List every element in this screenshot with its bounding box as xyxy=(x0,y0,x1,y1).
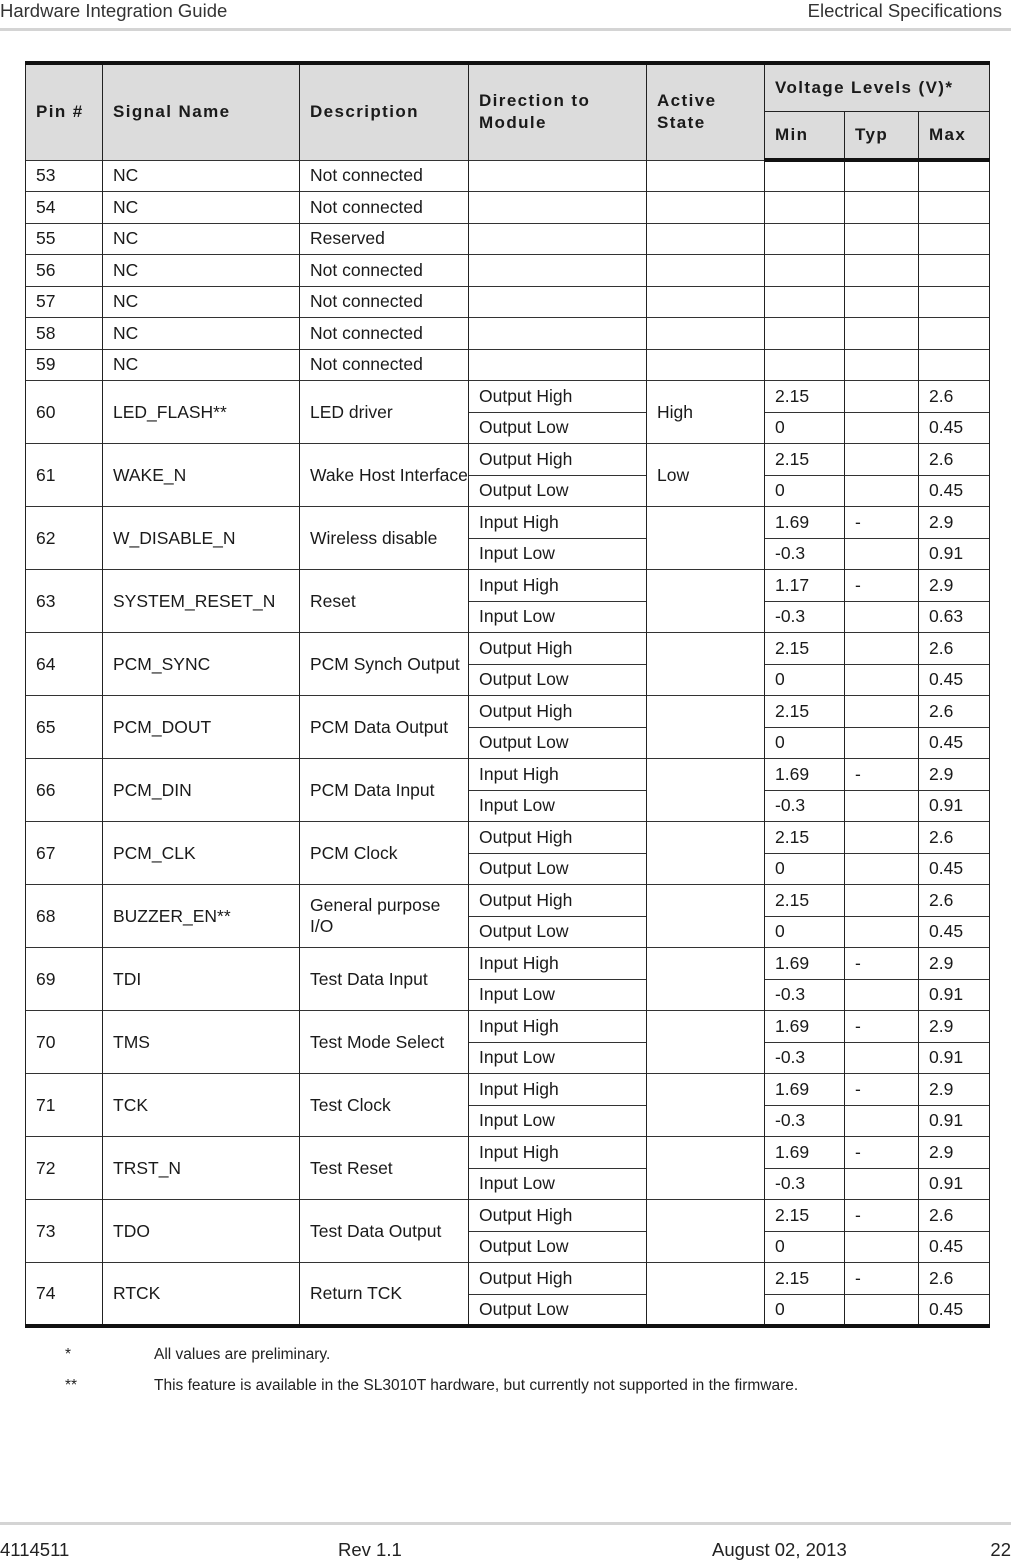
min-cell: -0.3 xyxy=(765,538,845,570)
page-number: 22 xyxy=(990,1539,1011,1560)
direction-cell: Output Low xyxy=(469,1294,647,1326)
signal-name-cell: TRST_N xyxy=(103,1137,300,1200)
table-row xyxy=(26,570,990,602)
min-cell: 0 xyxy=(765,664,845,696)
min-cell: 2.15 xyxy=(765,1263,845,1295)
signal-name-cell: TDI xyxy=(103,948,300,1011)
max-cell: 2.9 xyxy=(919,1011,990,1043)
table-row xyxy=(26,633,990,665)
typ-cell xyxy=(845,822,919,854)
pin-cell: 56 xyxy=(26,255,103,287)
direction-cell: Input Low xyxy=(469,601,647,633)
typ-cell: - xyxy=(845,759,919,791)
direction-cell: Input Low xyxy=(469,979,647,1011)
min-cell: 0 xyxy=(765,412,845,444)
typ-cell xyxy=(845,412,919,444)
typ-cell xyxy=(845,916,919,948)
description-cell: Test Reset xyxy=(300,1137,469,1200)
min-cell: 0 xyxy=(765,475,845,507)
direction-cell: Input Low xyxy=(469,790,647,822)
max-cell: 2.6 xyxy=(919,1200,990,1232)
header-typ: Typ xyxy=(845,112,919,161)
max-cell: 2.9 xyxy=(919,948,990,980)
active-state-cell: High xyxy=(647,381,765,444)
signal-name-cell: RTCK xyxy=(103,1263,300,1326)
max-cell: 2.9 xyxy=(919,507,990,539)
max-cell: 2.6 xyxy=(919,885,990,917)
max-cell: 0.45 xyxy=(919,853,990,885)
header-voltage-levels: Voltage Levels (V)* xyxy=(765,63,990,112)
min-cell xyxy=(765,286,845,318)
table-row xyxy=(26,223,990,255)
typ-cell xyxy=(845,885,919,917)
pin-cell: 57 xyxy=(26,286,103,318)
typ-cell xyxy=(845,633,919,665)
direction-cell: Output High xyxy=(469,885,647,917)
table-row xyxy=(26,286,990,318)
active-state-cell xyxy=(647,696,765,759)
signal-name-cell: NC xyxy=(103,318,300,350)
table-row xyxy=(26,381,990,413)
typ-cell xyxy=(845,318,919,350)
direction-cell: Output High xyxy=(469,1263,647,1295)
publish-date: August 02, 2013 xyxy=(712,1539,847,1560)
min-cell: -0.3 xyxy=(765,601,845,633)
pin-cell: 73 xyxy=(26,1200,103,1263)
min-cell: -0.3 xyxy=(765,1042,845,1074)
table-row xyxy=(26,1074,990,1106)
description-cell: Not connected xyxy=(300,318,469,350)
direction-cell: Input High xyxy=(469,759,647,791)
min-cell xyxy=(765,223,845,255)
footnote-text: This feature is available in the SL3010T hardware, but currently not supported in the firmware. xyxy=(154,1377,799,1394)
max-cell: 0.45 xyxy=(919,664,990,696)
table-row xyxy=(26,160,990,192)
max-cell: 2.9 xyxy=(919,759,990,791)
typ-cell: - xyxy=(845,948,919,980)
direction-cell: Input High xyxy=(469,948,647,980)
section-title: Electrical Specifications xyxy=(807,0,1002,21)
min-cell: 0 xyxy=(765,916,845,948)
active-state-cell xyxy=(647,1200,765,1263)
max-cell: 2.6 xyxy=(919,1263,990,1295)
typ-cell xyxy=(845,475,919,507)
header-signal-name: Signal Name xyxy=(103,63,300,160)
pin-cell: 66 xyxy=(26,759,103,822)
page-footer xyxy=(0,1522,1011,1563)
max-cell: 0.91 xyxy=(919,1168,990,1200)
description-cell: General purpose I/O xyxy=(300,885,469,948)
typ-cell xyxy=(845,255,919,287)
max-cell xyxy=(919,318,990,350)
typ-cell xyxy=(845,601,919,633)
typ-cell xyxy=(845,1105,919,1137)
typ-cell xyxy=(845,538,919,570)
min-cell: 2.15 xyxy=(765,444,845,476)
direction-cell xyxy=(469,160,647,192)
max-cell xyxy=(919,286,990,318)
max-cell: 0.91 xyxy=(919,979,990,1011)
min-cell xyxy=(765,349,845,381)
max-cell: 2.9 xyxy=(919,1137,990,1169)
pin-cell: 59 xyxy=(26,349,103,381)
table-row xyxy=(26,318,990,350)
table-row xyxy=(26,507,990,539)
table-row xyxy=(26,885,990,917)
table-body xyxy=(26,160,990,1326)
signal-name-cell: TDO xyxy=(103,1200,300,1263)
typ-cell xyxy=(845,727,919,759)
active-state-cell xyxy=(647,349,765,381)
active-state-cell xyxy=(647,633,765,696)
max-cell xyxy=(919,192,990,224)
pin-cell: 60 xyxy=(26,381,103,444)
min-cell: 1.69 xyxy=(765,1011,845,1043)
min-cell: 1.69 xyxy=(765,759,845,791)
footnote-mark: * xyxy=(65,1346,72,1363)
signal-name-cell: NC xyxy=(103,160,300,192)
table-row xyxy=(26,444,990,476)
table-row xyxy=(26,1137,990,1169)
direction-cell: Output High xyxy=(469,633,647,665)
active-state-cell xyxy=(647,1074,765,1137)
typ-cell xyxy=(845,1231,919,1263)
max-cell xyxy=(919,255,990,287)
direction-cell xyxy=(469,286,647,318)
signal-name-cell: BUZZER_EN** xyxy=(103,885,300,948)
header-min: Min xyxy=(765,112,845,161)
direction-cell: Input High xyxy=(469,570,647,602)
signal-name-cell: NC xyxy=(103,349,300,381)
pin-cell: 67 xyxy=(26,822,103,885)
page-header xyxy=(0,0,1011,31)
description-cell: Not connected xyxy=(300,160,469,192)
table-row xyxy=(26,255,990,287)
table-row xyxy=(26,948,990,980)
pin-cell: 61 xyxy=(26,444,103,507)
typ-cell: - xyxy=(845,570,919,602)
min-cell: 1.69 xyxy=(765,507,845,539)
description-cell: Test Data Input xyxy=(300,948,469,1011)
direction-cell: Output Low xyxy=(469,475,647,507)
direction-cell: Input Low xyxy=(469,1105,647,1137)
typ-cell xyxy=(845,790,919,822)
document-title: Hardware Integration Guide xyxy=(0,0,228,21)
description-cell: Not connected xyxy=(300,286,469,318)
min-cell: 2.15 xyxy=(765,633,845,665)
max-cell: 0.63 xyxy=(919,601,990,633)
header-pin: Pin # xyxy=(26,63,103,160)
typ-cell xyxy=(845,444,919,476)
signal-name-cell: NC xyxy=(103,192,300,224)
header-active-state: Active State xyxy=(647,63,765,160)
direction-cell xyxy=(469,192,647,224)
active-state-cell xyxy=(647,759,765,822)
direction-cell: Input High xyxy=(469,1074,647,1106)
header-max: Max xyxy=(919,112,990,161)
active-state-cell xyxy=(647,192,765,224)
table-row xyxy=(26,822,990,854)
min-cell: 1.17 xyxy=(765,570,845,602)
max-cell: 0.91 xyxy=(919,1105,990,1137)
max-cell: 0.91 xyxy=(919,1042,990,1074)
min-cell: -0.3 xyxy=(765,790,845,822)
direction-cell: Input High xyxy=(469,507,647,539)
pin-cell: 58 xyxy=(26,318,103,350)
direction-cell: Output Low xyxy=(469,853,647,885)
active-state-cell xyxy=(647,507,765,570)
table-row xyxy=(26,1263,990,1295)
pin-cell: 74 xyxy=(26,1263,103,1326)
max-cell: 0.45 xyxy=(919,916,990,948)
active-state-cell xyxy=(647,1137,765,1200)
max-cell: 2.6 xyxy=(919,381,990,413)
min-cell: 2.15 xyxy=(765,381,845,413)
direction-cell: Input High xyxy=(469,1137,647,1169)
min-cell: 0 xyxy=(765,853,845,885)
direction-cell: Input Low xyxy=(469,538,647,570)
min-cell xyxy=(765,255,845,287)
min-cell: 0 xyxy=(765,1294,845,1326)
pin-cell: 71 xyxy=(26,1074,103,1137)
pin-cell: 62 xyxy=(26,507,103,570)
direction-cell: Output High xyxy=(469,381,647,413)
pin-cell: 53 xyxy=(26,160,103,192)
document-number: 4114511 xyxy=(0,1539,70,1560)
min-cell: 1.69 xyxy=(765,948,845,980)
max-cell: 2.9 xyxy=(919,570,990,602)
direction-cell: Output Low xyxy=(469,727,647,759)
description-cell: Reserved xyxy=(300,223,469,255)
min-cell xyxy=(765,192,845,224)
table-row xyxy=(26,696,990,728)
description-cell: PCM Synch Output xyxy=(300,633,469,696)
min-cell: -0.3 xyxy=(765,1105,845,1137)
table-row xyxy=(26,1200,990,1232)
min-cell xyxy=(765,318,845,350)
description-cell: PCM Data Output xyxy=(300,696,469,759)
min-cell: -0.3 xyxy=(765,1168,845,1200)
direction-cell: Output Low xyxy=(469,916,647,948)
footnote-text: All values are preliminary. xyxy=(154,1346,331,1363)
direction-cell: Output High xyxy=(469,696,647,728)
typ-cell: - xyxy=(845,1074,919,1106)
typ-cell: - xyxy=(845,1137,919,1169)
typ-cell xyxy=(845,1042,919,1074)
min-cell: 0 xyxy=(765,1231,845,1263)
direction-cell xyxy=(469,318,647,350)
description-cell: PCM Clock xyxy=(300,822,469,885)
description-cell: Wake Host Interface xyxy=(300,444,469,507)
signal-name-cell: NC xyxy=(103,286,300,318)
signal-name-cell: W_DISABLE_N xyxy=(103,507,300,570)
active-state-cell xyxy=(647,286,765,318)
revision: Rev 1.1 xyxy=(338,1539,402,1560)
header-direction: Direction to Module xyxy=(469,63,647,160)
active-state-cell xyxy=(647,1011,765,1074)
typ-cell: - xyxy=(845,1011,919,1043)
description-cell: Not connected xyxy=(300,349,469,381)
typ-cell xyxy=(845,160,919,192)
signal-name-cell: PCM_SYNC xyxy=(103,633,300,696)
signal-name-cell: PCM_DOUT xyxy=(103,696,300,759)
max-cell: 0.91 xyxy=(919,790,990,822)
typ-cell xyxy=(845,381,919,413)
max-cell: 0.91 xyxy=(919,538,990,570)
direction-cell: Output High xyxy=(469,822,647,854)
table-row xyxy=(26,759,990,791)
typ-cell: - xyxy=(845,507,919,539)
signal-name-cell: PCM_CLK xyxy=(103,822,300,885)
pin-specification-table xyxy=(25,61,990,1328)
active-state-cell: Low xyxy=(647,444,765,507)
max-cell: 0.45 xyxy=(919,727,990,759)
min-cell: -0.3 xyxy=(765,979,845,1011)
typ-cell xyxy=(845,286,919,318)
table-row xyxy=(26,349,990,381)
max-cell: 2.6 xyxy=(919,696,990,728)
signal-name-cell: LED_FLASH** xyxy=(103,381,300,444)
direction-cell: Input High xyxy=(469,1011,647,1043)
header-description: Description xyxy=(300,63,469,160)
signal-name-cell: TCK xyxy=(103,1074,300,1137)
direction-cell xyxy=(469,255,647,287)
min-cell: 2.15 xyxy=(765,822,845,854)
description-cell: Reset xyxy=(300,570,469,633)
description-cell: LED driver xyxy=(300,381,469,444)
active-state-cell xyxy=(647,1263,765,1326)
typ-cell xyxy=(845,853,919,885)
direction-cell xyxy=(469,349,647,381)
active-state-cell xyxy=(647,948,765,1011)
signal-name-cell: WAKE_N xyxy=(103,444,300,507)
active-state-cell xyxy=(647,160,765,192)
typ-cell xyxy=(845,192,919,224)
typ-cell: - xyxy=(845,1200,919,1232)
description-cell: Test Data Output xyxy=(300,1200,469,1263)
min-cell: 2.15 xyxy=(765,885,845,917)
min-cell: 2.15 xyxy=(765,696,845,728)
direction-cell: Output Low xyxy=(469,1231,647,1263)
direction-cell: Output High xyxy=(469,444,647,476)
signal-name-cell: PCM_DIN xyxy=(103,759,300,822)
footnote-mark: ** xyxy=(65,1377,78,1394)
typ-cell: - xyxy=(845,1263,919,1295)
pin-cell: 64 xyxy=(26,633,103,696)
description-cell: Test Mode Select xyxy=(300,1011,469,1074)
pin-cell: 63 xyxy=(26,570,103,633)
min-cell: 1.69 xyxy=(765,1074,845,1106)
pin-cell: 54 xyxy=(26,192,103,224)
table-row xyxy=(26,192,990,224)
active-state-cell xyxy=(647,885,765,948)
min-cell: 1.69 xyxy=(765,1137,845,1169)
pin-cell: 68 xyxy=(26,885,103,948)
max-cell: 2.6 xyxy=(919,822,990,854)
min-cell xyxy=(765,160,845,192)
active-state-cell xyxy=(647,570,765,633)
pin-cell: 65 xyxy=(26,696,103,759)
max-cell: 0.45 xyxy=(919,1294,990,1326)
max-cell: 2.6 xyxy=(919,633,990,665)
direction-cell: Output Low xyxy=(469,412,647,444)
max-cell xyxy=(919,223,990,255)
description-cell: Not connected xyxy=(300,192,469,224)
direction-cell: Output High xyxy=(469,1200,647,1232)
active-state-cell xyxy=(647,223,765,255)
description-cell: Test Clock xyxy=(300,1074,469,1137)
active-state-cell xyxy=(647,318,765,350)
typ-cell xyxy=(845,664,919,696)
direction-cell: Input Low xyxy=(469,1042,647,1074)
max-cell: 2.9 xyxy=(919,1074,990,1106)
min-cell: 0 xyxy=(765,727,845,759)
active-state-cell xyxy=(647,822,765,885)
typ-cell xyxy=(845,1294,919,1326)
signal-name-cell: SYSTEM_RESET_N xyxy=(103,570,300,633)
pin-cell: 70 xyxy=(26,1011,103,1074)
direction-cell: Input Low xyxy=(469,1168,647,1200)
max-cell: 0.45 xyxy=(919,412,990,444)
max-cell: 0.45 xyxy=(919,1231,990,1263)
typ-cell xyxy=(845,696,919,728)
signal-name-cell: NC xyxy=(103,255,300,287)
table-row xyxy=(26,1011,990,1043)
signal-name-cell: NC xyxy=(103,223,300,255)
min-cell: 2.15 xyxy=(765,1200,845,1232)
max-cell: 2.6 xyxy=(919,444,990,476)
pin-cell: 69 xyxy=(26,948,103,1011)
typ-cell xyxy=(845,1168,919,1200)
description-cell: Return TCK xyxy=(300,1263,469,1326)
description-cell: PCM Data Input xyxy=(300,759,469,822)
description-cell: Not connected xyxy=(300,255,469,287)
pin-cell: 55 xyxy=(26,223,103,255)
pin-cell: 72 xyxy=(26,1137,103,1200)
max-cell: 0.45 xyxy=(919,475,990,507)
max-cell xyxy=(919,349,990,381)
max-cell xyxy=(919,160,990,192)
typ-cell xyxy=(845,349,919,381)
typ-cell xyxy=(845,223,919,255)
typ-cell xyxy=(845,979,919,1011)
signal-name-cell: TMS xyxy=(103,1011,300,1074)
description-cell: Wireless disable xyxy=(300,507,469,570)
direction-cell: Output Low xyxy=(469,664,647,696)
active-state-cell xyxy=(647,255,765,287)
direction-cell xyxy=(469,223,647,255)
